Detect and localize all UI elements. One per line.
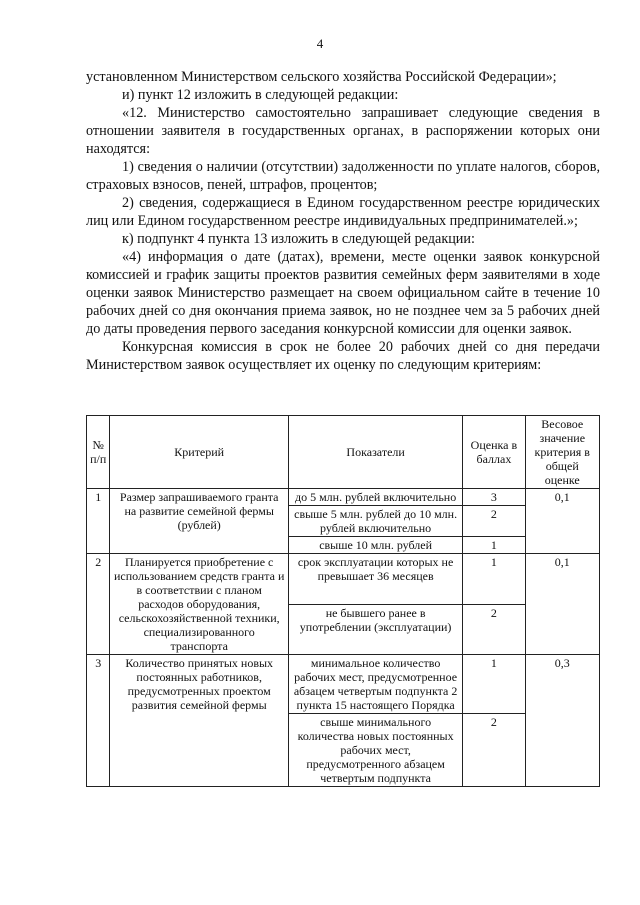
- row-indicator: свыше 10 млн. рублей: [288, 537, 462, 554]
- header-criterion: Критерий: [110, 416, 288, 489]
- row-score: 1: [463, 655, 525, 714]
- row-indicator: срок эксплуатации которых не превышает 36 месяцев: [288, 554, 462, 605]
- row-criterion: Размер запрашиваемого гранта на развитие семейной фермы (рублей): [110, 489, 288, 554]
- row-criterion: Количество принятых новых постоянных работников, предусмотренных проектом развития семейной фермы: [110, 655, 288, 787]
- row-weight: 0,3: [525, 655, 599, 787]
- row-indicator: свыше минимального количества новых постоянных рабочих мест, предусмотренного абзацем четвертым подпункта: [288, 714, 462, 787]
- row-score: 1: [463, 554, 525, 605]
- header-weight: Весовое значение критерия в общей оценке: [525, 416, 599, 489]
- table-row: [87, 489, 600, 506]
- paragraph: «4) информация о дате (датах), времени, месте оценки заявок конкурсной комиссией и график защиты проектов развития семейных ферм заявителями в ходе оценки заявок Министерство размещает на своем официальном сайте в течение 10 рабочих дней со дня окончания приема заявок, но не позднее чем за 5 рабочих дней до даты проведения первого заседания конкурсной комиссии для оценки заявок.: [86, 249, 600, 337]
- row-score: 1: [463, 537, 525, 554]
- row-indicator: свыше 5 млн. рублей до 10 млн. рублей включительно: [288, 506, 462, 537]
- table-header-row: [87, 416, 600, 489]
- row-score: 2: [463, 604, 525, 655]
- row-score: 3: [463, 489, 525, 506]
- header-score: Оценка в баллах: [463, 416, 525, 489]
- row-indicator: до 5 млн. рублей включительно: [288, 489, 462, 506]
- paragraph: 2) сведения, содержащиеся в Едином государственном реестре юридических лиц или Едином государственном реестре индивидуальных предпринимателей.»;: [86, 195, 600, 229]
- header-num: № п/п: [87, 416, 110, 489]
- table-row: [87, 554, 600, 605]
- row-num: 1: [87, 489, 110, 554]
- row-weight: 0,1: [525, 554, 599, 655]
- row-criterion: Планируется приобретение с использованием средств гранта и в соответствии с планом расходов оборудования, сельскохозяйственной техники, специализированного транспорта: [110, 554, 288, 655]
- row-score: 2: [463, 506, 525, 537]
- criteria-table: [86, 415, 600, 787]
- paragraph: Конкурсная комиссия в срок не более 20 рабочих дней со дня передачи Министерством заявок осуществляет их оценку по следующим критериям:: [86, 339, 600, 373]
- page-number: 4: [316, 36, 324, 51]
- row-num: 3: [87, 655, 110, 787]
- paragraph: 1) сведения о наличии (отсутствии) задолженности по уплате налогов, сборов, страховых взносов, пеней, штрафов, процентов;: [86, 159, 600, 193]
- header-indicators: Показатели: [288, 416, 462, 489]
- table-row: [87, 655, 600, 714]
- row-indicator: минимальное количество рабочих мест, предусмотренное абзацем четвертым подпункта 2 пункта 15 настоящего Порядка: [288, 655, 462, 714]
- row-score: 2: [463, 714, 525, 787]
- row-indicator: не бывшего ранее в употреблении (эксплуатации): [288, 604, 462, 655]
- paragraph: и) пункт 12 изложить в следующей редакции:: [122, 87, 399, 103]
- paragraph: «12. Министерство самостоятельно запрашивает следующие сведения в отношении заявителя в государственных органах, в распоряжении которых они находятся:: [86, 105, 600, 157]
- paragraph: установленном Министерством сельского хозяйства Российской Федерации»;: [86, 69, 557, 85]
- document-body: [86, 68, 600, 374]
- row-num: 2: [87, 554, 110, 655]
- row-weight: 0,1: [525, 489, 599, 554]
- paragraph: к) подпункт 4 пункта 13 изложить в следующей редакции:: [122, 231, 475, 247]
